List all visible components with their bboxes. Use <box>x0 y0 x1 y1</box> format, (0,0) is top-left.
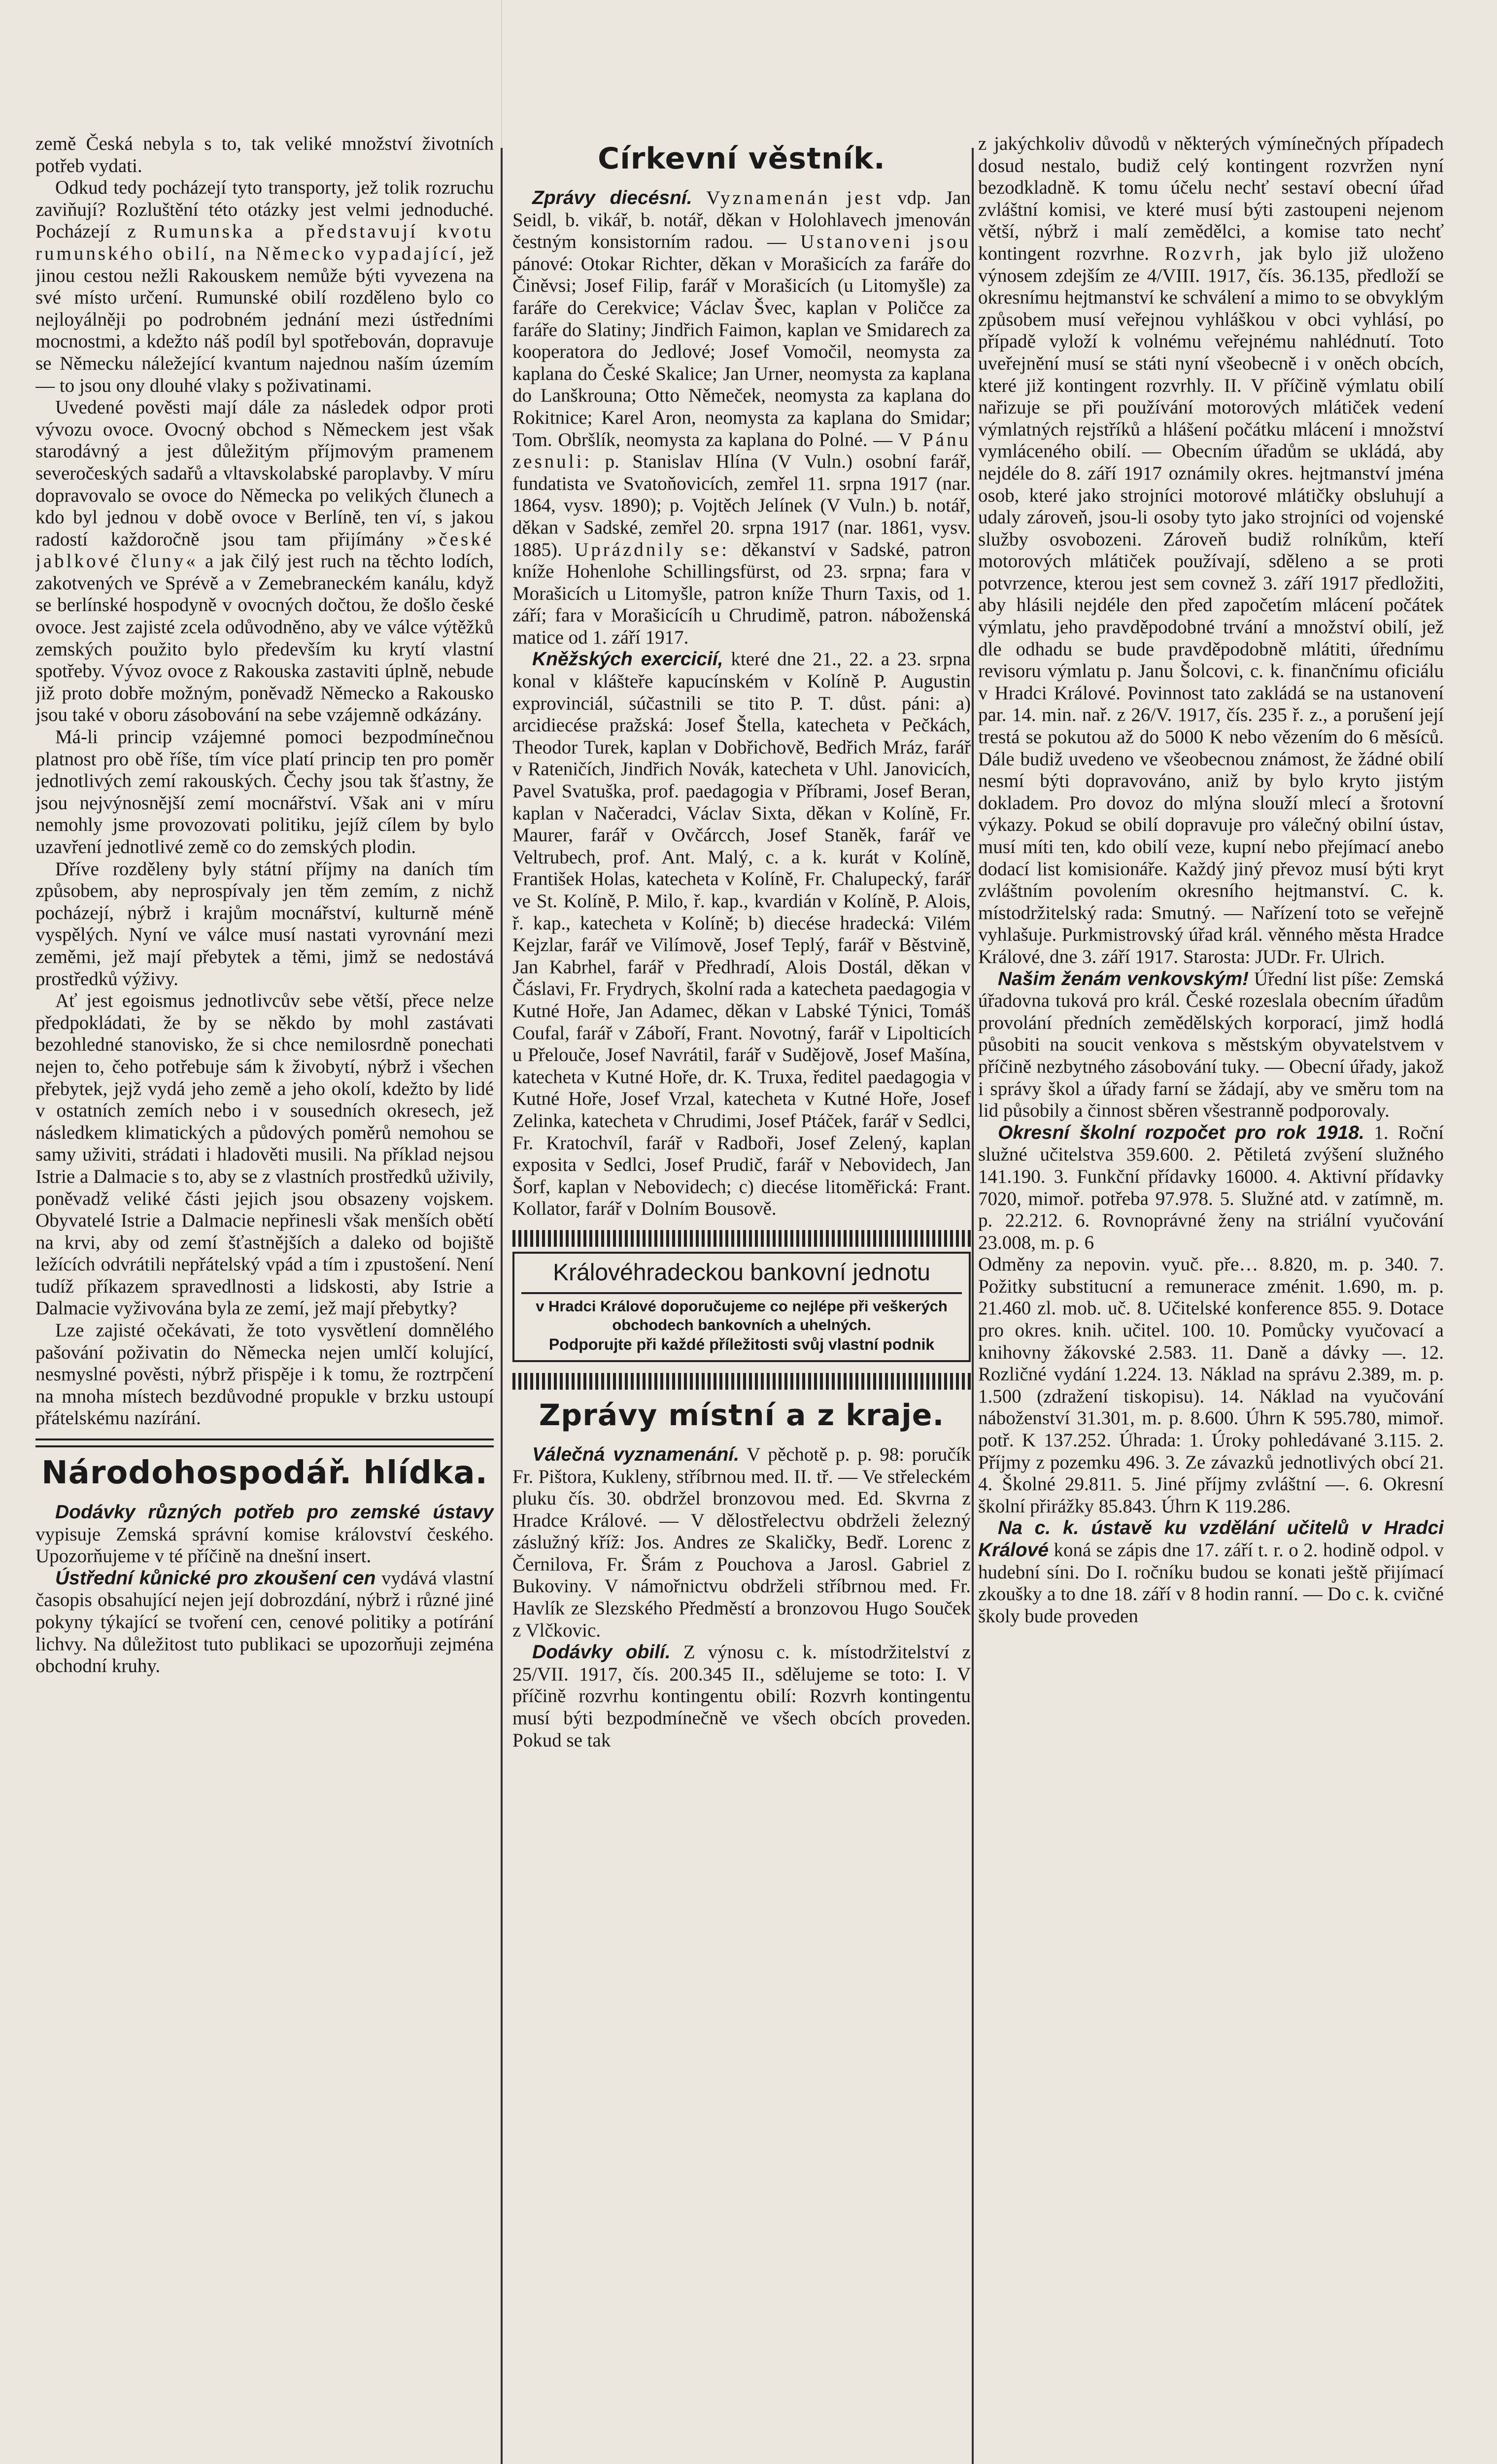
section-title-church: Církevní věstník. <box>598 141 885 176</box>
news-item <box>512 187 971 649</box>
paragraph <box>35 177 494 397</box>
news-item <box>35 1502 494 1568</box>
text: Uvedené pověsti mají dále za následek odpor proti vývozu ovoce. Ovocný obchod s Německem jest však starodávný a jest důležitým příjmovým pramenem severočeských sadařů a vltavskolabské paroplavby. V míru dopravovalo se ovoce do Německa po velikých člunech a kdo byl jednou v době ovoce v Berlíně, ten ví, s jakou radostí každoročně jsou tam přijímány <box>35 397 494 550</box>
ornament-divider <box>512 1230 971 1247</box>
spaced-text: Rozvrh, <box>1164 242 1244 264</box>
text: koná se zápis dne 17. září t. r. o 2. hodině odpol. v hudební síni. Do I. ročníku budou se konati ještě přijímací zkoušky a to dne 18. září v 8 hodin ranní. — Do c. k. cvičné školy bude proveden <box>978 1540 1444 1627</box>
page-top-margin <box>0 0 1497 128</box>
item-lead: Válečná vyznamenání. <box>532 1443 740 1465</box>
text: pánové: Otokar Richter, děkan v Morašicích za faráře do Činěvsi; Josef Filip, farář v Morašicích (u Litomyšle) za faráře do Cerekvice; Václav Švec, kaplan v Poličce za faráře do Slatiny; Jindřich Faimon, kaplan ve Smidarech za kooperatora do Jedlové; Josef Vomočil, neomysta za kaplana do České Skalice; Jan Urner, neomysta za kaplana do Lanškrouna; Otto Němeček, neomysta za kaplana do Rokitnice; Karel Aron, neomysta za kaplana do Smidar; Tom. Obršlík, neomysta za kaplana do Polné. — <box>512 253 971 450</box>
ad-title: Královéhradeckou bankovní jednotu <box>553 1259 930 1286</box>
spaced-text: Ustanoveni jsou <box>800 231 971 253</box>
column-rule <box>501 148 503 2464</box>
item-lead: Dodávky obilí. <box>532 1642 671 1663</box>
text: a jak čilý jest ruch na těchto lodích, zakotvených ve Sprévě a v Zemebraneckém kanálu, když se berlínské hospodyně v ovocných dočtou, že došlo české ovoce. Jest zajisté zcela odůvodněno, aby ve válce výtěžků zemských použito bylo především ku krytí vlastní spotřeby. Vývoz ovoce z Rakouska zastaviti úplně, nebude již proto dobře možným, poněvadž Německo a Rakousko jsou také v oboru zásobování na sebe vzájemně odkázány. <box>35 550 494 726</box>
news-item <box>978 1122 1444 1254</box>
section-title-economy: Národohospodář. hlídka. <box>41 1455 488 1492</box>
paragraph: Odměny za nepovin. vyuč. pře… 8.820, m. p. 340. 7. Požitky substitucní a remunerace zménit. 1.690, m. p. 21.460 zl. mob. uč. 8. Učitelské konference 855. 9. Dotace pro okres. knih. učitel. 100. 10. Pomůcky vyučovací a knihovny žákovské 2.583. 11. Daně a dávky —. 12. Rozličné vydání 1.224. 13. Náklad na správu 2.389, m. p. 1.500 (zdražení tiskopisu). 14. Náklad na vyučování náboženství 31.301, m. p. 8.600. Úhrn K 595.780, mimoř. potř. K 137.252. Úhrada: 1. Úroky pohledávané 3.115. 2. Příjmy z pozemku 496. 3. Ze závazků jednotlivých obcí 21. 4. Školné 29.811. 5. Jiné příjmy zvláštní —. 6. Okresní školní přirážky 85.843. Úhrn K 119.286. <box>978 1254 1444 1517</box>
item-lead: Ústřední kůnické pro zkoušení cen <box>55 1567 376 1589</box>
paragraph <box>978 133 1444 968</box>
text: Z výnosu c. k. místodržitelství z 25/VII. 1917, čís. 200.345 II., sdělujeme se toto: I. V příčině rozvrhu kontingentu obilí: Rozvrh kontingentu musí býti bezpodmínečně ve všech obcích proveden. Pokud se tak <box>512 1642 971 1751</box>
text: z jakýchkoliv důvodů v některých výmínečných případech dosud nestalo, budiž celý kontingent rozvržen nyní bezodkladně. K tomu účelu nechť sestaví obecní úřad zvláštní komisi, ve které musí býti zastoupeni nejenom větší, nýbrž i malí zemědělci, a komise tato nechť kontingent rozvrhne. <box>978 133 1444 264</box>
paragraph: Dříve rozděleny byly státní příjmy na daních tím způsobem, aby neprospívaly jen těm zemím, z nichž pocházejí, nýbrž i krajům mocnářství, kulturně méně vyspělých. Nyní ve válce musí nastati vyrovnání mezi zeměmi, jež mají přebytek a těmi, jimž se nedostává prostředků výživy. <box>35 858 494 990</box>
news-item <box>978 1517 1444 1627</box>
paragraph: Ať jest egoismus jednotlivcův sebe větší, přece nelze předpokládati, že by se někdo by mohl zastávati bezohledné stanovisko, že si chce nemilosrdně ponechati nejen to, čeho potřebuje sám k živobytí, nýbrž i všechen přebytek, jejž vydá jeho země a jeho okolí, kdežto by lidé v ostatních zemích nebo i v sousedních okresech, jež následkem klimatických a půdových poměrů nemohou se samy uživiti, strádati i hladověti musili. Na příklad nejsou Istrie a Dalmacie s to, aby se z vlastních prostředků uživily, poněvadž veliké části jejich jsou obsazeny vojskem. Obyvatelé Istrie a Dalmacie nepřinesli však menších obětí na krvi, aby od zemí šťastnějších a daleko od bojiště ležících odvrátili nepřátelský vpád a tím i zpustošení. Není tudíž příkazem spravedlnosti a lidskosti, aby Istrie a Dalmacie vyživována byla ze zemí, jež mají přebytky? <box>35 990 494 1319</box>
news-item <box>978 968 1444 1122</box>
spaced-text: V Pánu zesnuli: <box>512 429 971 473</box>
paragraph <box>35 397 494 726</box>
item-lead: Zprávy diecésní. <box>532 187 692 208</box>
bank-advertisement <box>512 1252 971 1362</box>
column-right <box>978 133 1444 2464</box>
item-lead: Na c. k. ústavě ku vzdělání učitelů v Hradci Králové <box>978 1517 1444 1561</box>
text: vypisuje Zemská správní komise království českého. Upozorňujeme v té příčině na dnešní insert. <box>35 1523 494 1567</box>
text: které dne 21., 22. a 23. srpna konal v klášteře kapucínském v Kolíně P. Augustin exprovinciál, súčastnili se tito P. T. důst. páni: a) arcidiecése pražská: Josef Štella, katecheta v Pečkách, Theodor Turek, kaplan v Dobřichově, Bedřich Mráz, farář v Rateničích, Jindřich Novák, katecheta v Uhl. Janovicích, Pavel Svatuška, prof. paedagogia v Příbrami, Josef Beran, kaplan v Načeradci, Václav Sixta, děkan v Kolíně, Fr. Maurer, farář v Ovčárcch, Josef Staněk, farář ve Veltrubech, prof. Ant. Malý, c. a k. kurát v Kolíně, František Holas, katecheta v Kolíně, Fr. Chalupecký, farář ve St. Kolíně, P. Milo, ř. kap., kvardián v Kolíně, P. Alois, ř. kap., katecheta v Kolíně; b) diecése hradecká: Vilém Kejzlar, farář ve Vilímově, Josef Teplý, farář v Běstvině, Jan Kabrhel, farář v Předhradí, Alois Dostál, děkan v Čáslavi, Fr. Frydrych, školní rada a katecheta paedagogia v Kutné Hoře, Jan Adamec, děkan v Labské Týnici, Tomáš Coufal, farář v Záboří, Frant. Novotný, farář v Lipolticích u Přelouče, Josef Navrátil, farář v Sudějově, Josef Mašína, katecheta v Kutné Hoře, dr. K. Truxa, ředitel paedagogia v Kutné Hoře, Josef Vrzal, katecheta v Kutné Hoře, Josef Zelinka, katecheta v Chrudimi, Josef Ptáček, farář v Sedlci, Fr. Kratochvíl, farář v Radboři, Josef Zelený, kaplan exposita v Sedlci, Josef Prudič, farář v Nebovidech, Jan Šorf, kaplan v Nebovidech; c) diecése litoměřická: Frant. Kollator, farář v Dolním Bousově. <box>512 649 971 1220</box>
paragraph: Lze zajisté očekávati, že toto vysvětlení domnělého pašování poživatin do Německa nejen umlčí kolující, nesmyslné pověsti, nýbrž přispěje i k tomu, že roztrpčení na mnoha místech bezdůvodné propukle v brzku ustoupí přátelskému nazírání. <box>35 1320 494 1429</box>
text: jež jinou cestou nežli Rakouskem nemůže býti vyvezena na své místo určení. Rumunské obilí rozděleno bylo co nejloyálněji po podrobném jednání mezi ústředními mocnostmi, a kdežto náš podíl byl spotřebován, dopravuje se Německu náležející kvantum najednou naším územím — to jsou ony dlouhé vlaky s poživatinami. <box>35 242 494 396</box>
ad-line: Podporujte při každé příležitosti svůj vlastní podnik <box>548 1335 935 1353</box>
item-lead: Kněžských exercicií, <box>532 649 723 670</box>
text: 1. Roční služné učitelstva 359.600. 2. Pětiletá zvýšení služného 141.190. 3. Funkční přídavky 16000. 4. Aktivní přídavky 7020, mimoř. potřeba 97.978. 5. Služné atd. v zatímně, m. p. 22.212. 6. Rovnoprávné ženy na striální vyučování 23.008, m. p. 6 <box>978 1122 1444 1253</box>
ornament-divider <box>512 1373 971 1390</box>
text: Úřední list píše: Zemská úřadovna tuková pro král. České rozeslala obecním úřadům provolání předních zemědělských korporací, jimž hodlá působiti na soucit venkova s městským obyvatelstvem v příčině nezbytného zásobování tuky. — Obecní úřady, jakož i správy škol a úřady farní se žádají, aby ve směru tom na lid působily a činnost sběren všestranně podporovaly. <box>978 968 1444 1122</box>
text: Odkud tedy pocházejí tyto transporty, jež tolik rozruchu zaviňují? Rozluštění této otázky jest velmi jednoduché. Pocházejí z <box>35 177 494 242</box>
paragraph: země Česká nebyla s to, tak veliké množství životních potřeb vydati. <box>35 133 494 176</box>
ad-rule <box>521 1292 962 1294</box>
column-middle <box>512 133 971 2464</box>
section-title-local-news: Zprávy místní a z kraje. <box>539 1398 945 1433</box>
spaced-text: Rumunska a představují kvotu rumunského obilí, na Německo vypadající, <box>35 221 494 264</box>
item-lead: Dodávky různých potřeb pro zemské ústavy <box>55 1502 494 1523</box>
text: vdp. Jan Seidl, b. vikář, b. notář, děkan v Holohlavech jmenován čestným konsistorním radou. — <box>512 187 971 253</box>
text: vydává vlastní časopis obsahující nejen její dobrozdání, nýbrž i různé jiné pokyny týkající se tvoření cen, cenové politiky a potírání lichvy. Na důležitost tuto publikaci se upozorňuji zejména obchodní kruhy. <box>35 1567 494 1677</box>
text: p. Stanislav Hlína (V Vuln.) osobní farář, fundatista ve Svatoňovicích, zemřel 11. srpna 1917 (nar. 1864, vysv. 1890); p. Vojtěch Jelínek (V Vuln.) b. notář, děkan v Sadské, zemřel 20. srpna 1917 (nar. 1861, vysv. 1885). <box>512 451 971 560</box>
news-item <box>35 1568 494 1677</box>
item-lead: Okresní školní rozpočet pro rok 1918. <box>998 1122 1364 1143</box>
news-item <box>512 1444 971 1642</box>
section-divider <box>35 1438 494 1447</box>
column-left <box>35 133 494 2464</box>
news-item <box>512 1642 971 1751</box>
spaced-text: Vyznamenán jest <box>706 187 884 208</box>
item-lead: Našim ženám venkovským! <box>998 968 1249 990</box>
spaced-text: »české jablkové čluny« <box>35 528 494 572</box>
paragraph: Má-li princip vzájemné pomoci bezpodmínečnou platnost pro obě říše, tím více platí princip ten pro poměr jednotlivých zemí rakouských. Čechy jsou tak šťastny, že jsou nejvýnosnější zemí mocnářství. Však ani v míru nemohly jsme provozovati politiku, jejíž cílem by bylo uzavření jednotlivé země co do zemských plodin. <box>35 726 494 857</box>
column-rule <box>972 148 974 2464</box>
ad-line: v Hradci Králové doporučujeme co nejlépe při veškerých obchodech bankovních a uhelných. <box>536 1297 948 1334</box>
news-item <box>512 649 971 1220</box>
text: jak bylo již uloženo výnosem zdejším ze 4/VIII. 1917, čís. 36.135, předloží se okresnímu hejtmanství ke schválení a mimo to se obvyklým způsobem musí veřejnou vyhláškou v obci vyhlásí, po případě vyloží k volnému veřejnému nahlédnutí. Toto uveřejnění musí se státi nyní všeobecně i v oněch obcích, které již kontingent rozvrhly. II. V příčině výmlatu obilí nařizuje se při používání motorových mlátiček vedení výmlatných rejstříků a hlášení počátku mlácení i množství vymláceného obilí. — Obecním úřadům se ukládá, aby nejdéle do 8. září 1917 oznámily okres. hejtmanství jména osob, které jako strojníci motorové mlátičky obsluhují a udaly zároveň, jsou-li osoby tyto jako strojníci od vojenské služby osvobozeni. Zároveň budiž rolníkům, kteří motorových mlátiček používají, sděleno a se proti potvrzence, kterou jest sem covnež 3. září 1917 předložiti, aby hlásili nejdéle den před započetím mlácení počátek výmlatu, jeho pravděpodobné trvání a množství obilí, jež dle odhadu se bude pravděpodobně mlátiti, úřednímu revisoru výmlatu p. Janu Šolcovi, c. k. finančnímu oficiálu v Hradci Králové. Povinnost tato zakládá se na ustanovení par. 14. min. nař. z 26/V. 1917, čís. 235 ř. z., a porušení její trestá se pokutou až do 5000 K nebo vězením do 6 měsíců. Dále budiž uvedeno ve všeobecnou známost, že žádné obilí nesmí býti dopravováno, aniž by bylo kryto jistým dokladem. Pro dovoz do mlýna slouží mlecí a šrotovní výkazy. Pokud se obilí dopravuje pro válečný obilní ústav, musí míti ten, kdo obilí veze, kupní nebo přejímací anebo dodací list komisionáře. Každý jiný převoz musí býti kryt zvláštním povolením okresního hejtmanství. C. k. místodržitelský rada: Smutný. — Nařízení toto se veřejně vyhlašuje. Purkmistrovský úřad král. věnného města Hradce Králové, dne 3. září 1917. Starosta: JUDr. Fr. Ulrich. <box>978 242 1444 967</box>
text: V pěchotě p. p. 98: poručík Fr. Pištora, Kukleny, stříbrnou med. II. tř. — Ve střeleckém pluku čís. 30. obdržel bronzovou med. Ed. Skvrna z Hradce Králové. — V dělostřelectvu obdrželi železný záslužný kříž: Jos. Andres ze Skaličky, Bedř. Lorenc z Černilova, Fr. Šrám z Pouchova a Jarosl. Gabriel z Bukoviny. V námořnictvu obdrželi stříbrnou med. Fr. Havlík ze Slezského Předměstí a bronzovou Hugo Souček z Vlčkovic. <box>512 1443 971 1641</box>
spaced-text: Uprázdnily se: <box>575 539 730 560</box>
text: děkanství v Sadské, patron kníže Hohenlohe Schillingsfürst, od 23. srpna; fara v Morašicích u Litomyšle, patron kníže Thurn Taxis, od 1. září; fara v Morašicícíh u Chrudimě, patron. náboženská matice od 1. září 1917. <box>512 539 971 648</box>
